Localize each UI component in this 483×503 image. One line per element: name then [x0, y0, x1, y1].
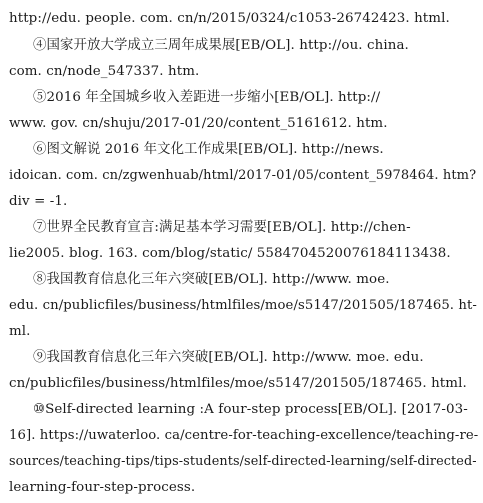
- reference-line: ⑨我国教育信息化三年六突破[EB/OL]. http://www. moe. edu.: [33, 350, 424, 365]
- reference-line: lie2005. blog. 163. com/blog/static/ 5584704520076184113438.: [9, 246, 451, 261]
- reference-line: idoican. com. cn/zgwenhuab/html/2017-01/05/content_5978464. htm?: [9, 168, 477, 183]
- reference-line: cn/publicfiles/business/htmlfiles/moe/s5147/201505/187465. html.: [9, 376, 467, 391]
- reference-line: ⑥图文解说 2016 年文化工作成果[EB/OL]. http://news.: [33, 142, 384, 157]
- reference-line: 16]. https://uwaterloo. ca/centre-for-teaching-excellence/teaching-re-: [9, 428, 479, 443]
- reference-line: edu. cn/publicfiles/business/htmlfiles/moe/s5147/201505/187465. ht-: [9, 298, 477, 313]
- reference-line: learning-four-step-process.: [9, 480, 196, 495]
- reference-line: http://edu. people. com. cn/n/2015/0324/c1053-26742423. html.: [9, 11, 450, 26]
- reference-line: ④国家开放大学成立三周年成果展[EB/OL]. http://ou. china.: [33, 38, 409, 53]
- reference-line: ⑤2016 年全国城乡收入差距进一步缩小[EB/OL]. http://: [33, 90, 381, 105]
- reference-line: ml.: [9, 324, 31, 339]
- reference-line: ⑦世界全民教育宣言:满足基本学习需要[EB/OL]. http://chen-: [33, 220, 411, 235]
- reference-line: sources/teaching-tips/tips-students/self-directed-learning/self-directed-: [9, 454, 477, 469]
- reference-line: com. cn/node_547337. htm.: [9, 64, 200, 79]
- reference-line: www. gov. cn/shuju/2017-01/20/content_5161612. htm.: [9, 116, 388, 131]
- reference-line: div = -1.: [9, 194, 68, 209]
- reference-line: ⑩Self-directed learning :A four-step process[EB/OL]. [2017-03-: [33, 402, 468, 417]
- reference-line: ⑧我国教育信息化三年六突破[EB/OL]. http://www. moe.: [33, 272, 390, 287]
